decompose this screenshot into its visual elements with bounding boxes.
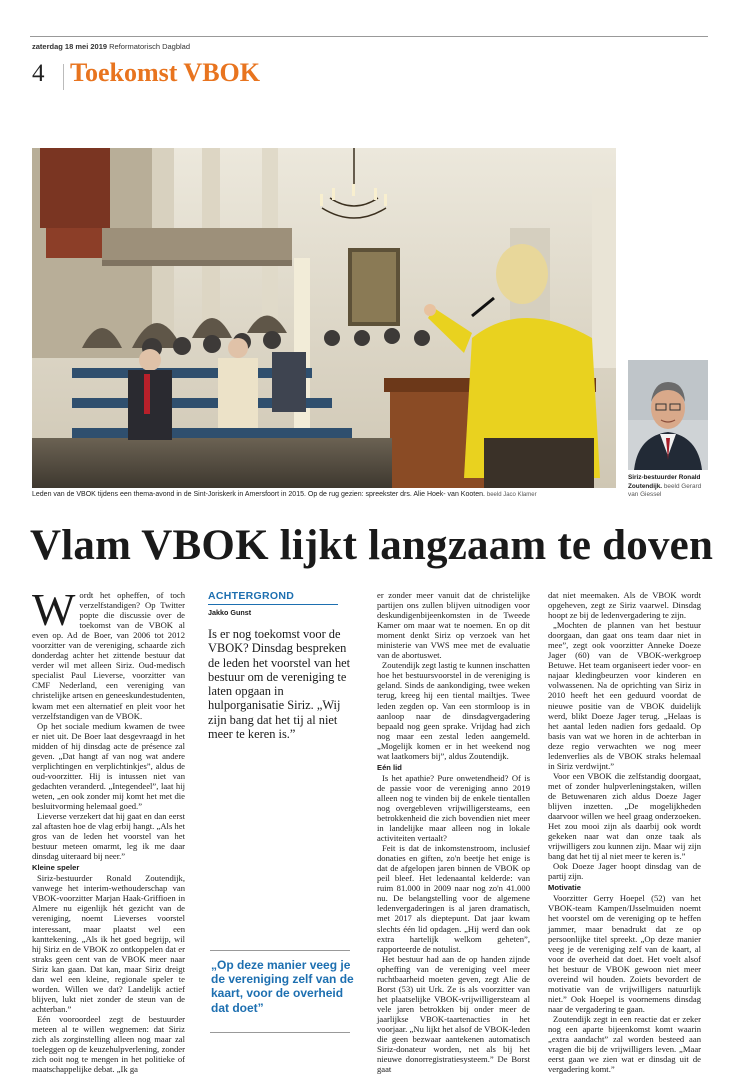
paragraph: „Mochten de plannen van het bestuur doorgaan, dan gaat ons team daar niet in mee”, zegt ook voorzitter Anneke Doeze Jager (60) van de VBOK-werkgroep Betuwe. Het team organiseert ieder voor- en najaar kledingbeurzen voor kinderen en volwassenen. Na de oprichting van Siriz in 2010 heeft het een geduurd voordat de nieuwe positie van de VBOK duidelijk werd, blikt Doeze Jager terug. „Helaas is het aantal leden nadien fors gedaald. Op basis van wat we horen in de achterban in deze regio verwachten we nog meer ledenverlies als de VBOK straks helemaal in Siriz verdwijnt.” [548, 620, 701, 771]
article-column-3 [377, 590, 530, 1074]
paragraph: Op het sociale medium kwamen de twee er niet uit. De Boer laat desgevraagd in het midden of hij dinsdag acte de présence zal geven. „Dat hangt af van nog wat andere verplichtingen en verplichtinkjes”, aldus de oud-voorzitter. Hij is intussen niet van gedachten veranderd. „Integendeel”, laat hij weten, „en ook zonder mij komt het met die besluitvorming helemaal goed.” [32, 720, 185, 811]
paragraph: Zoutendijk zegt in een reactie dat er zeker nog een aparte bijeenkomst komt waarin „extra aandacht” zal worden besteed aan vragen die bij de vrijwilligers leven. „Maar eerst gaan we zien wat er dinsdag uit de vergadering komt.” [548, 1013, 701, 1074]
paragraph: Zoutendijk zegt lastig te kunnen inschatten hoe het bestuursvoorstel in de vereniging is geland. Sinds de aankondiging, twee weken terug, kreeg hij een tiental mailtjes. Twee leden zegden op. Van een stormloop is in aanloop naar de dinsdagvergadering bepaald nog geen sprake. Vrijdag had zich nog maar een zestal leden aangemeld. „Mogelijk komen er in het weekend nog wat laatkomers bij”, aldus Zoutendijk. [377, 660, 530, 761]
paragraph: Siriz-bestuurder Ronald Zoutendijk, vanwege het interim-wethouderschap van VBOK-voorzitter Marjan Haak-Griffioen in Almere nu eigenlijk hét gezicht van de vereniging, noemt Lieverses voorstel interessant, maar plaatst wel een kanttekening. „Als ik het goed begrijp, wil hij Siriz en de VBOK zo ontkoppelen dat er straks geen cent van de VBOK meer naar Siriz kan gaan. Dat kan, maar Siriz dreigt dan wel een kleine, regionale speler te worden. Willen we dat? Landelijk actief blijven, lukt niet zonder de steun van de achterban.” [32, 873, 185, 1014]
subheading: Kleine speler [32, 863, 80, 873]
church-photo [32, 148, 616, 488]
paragraph: Eén vooroordeel zegt de bestuurder meteen al te willen wegnemen: dat Siriz zich als zorginstelling alleen nog maar zal toeleggen op de keuzehulpverlening, zonder zich ooit nog te mengen in het politieke of maatschappelijke debat. „Ik ga [32, 1013, 185, 1074]
drop-cap: W [32, 584, 76, 635]
paragraph: ordt het opheffen, of toch verzelfstandigen? Op Twitter popte die discussie over de toekomst van de VBOK al even op. Ad de Boer, van 2006 tot 2012 voorzitter van de vereniging, schaarde zich donderdag achter het zittende bestuur dat verder wil met alleen Siriz. Oud-medisch specialist Paul Lieverse, voorzitter van CMF Nederland, een vereniging van christelijke artsen en geneeskundestudenten, kwam met een alternatief en pleit voor het verzelfstandigen van de VBOK. [32, 590, 185, 721]
paragraph: Feit is dat de inkomstenstroom, inclusief donaties en giften, zo'n beetje het enige is dat de afgelopen jaren binnen de VBOK op peil bleef. Het ledenaantal kelderde: van ruim 81.000 in 2009 naar nog zo'n 41.000 nu. De belangstelling voor de algemene ledenvergaderingen is al jaren dramatisch, met 2017 als dieptepunt. Dat jaar kwam slechts één lid opdagen. „Hij werd dan ook extra hartelijk welkom geheten”, rapporteerde de notulist. [377, 843, 530, 954]
page-number: 4 [32, 60, 45, 87]
article-headline: Vlam VBOK lijkt langzaam te doven [30, 522, 714, 569]
paragraph: Het bestuur had aan de op handen zijnde opheffing van de vereniging veel meer ruchtbaarheid moeten geven, zegt Alie de Borst (53) uit Urk. Ze is als voorzitter van het plaatselijke VBOK-vrijwilligersteam al vele jaren betrokken bij onder meer de jaarlijkse VBOK-taartenacties in het voorjaar. „Nu lijkt het alsof de VBOK-leden die geen bezwaar aantekenen automatisch Siriz-donateur worden, net als bij het nieuwe donorregistratiesysteem.” De Borst gaat [377, 953, 530, 1074]
article-column-1 [32, 584, 185, 1074]
paragraph: Voorzitter Gerry Hoepel (52) van het VBOK-team Kampen/IJsselmuiden noemt het voorstel om de vereniging op te heffen jammer, maar benadrukt dat ze op persoonlijke titel spreekt. „Op deze manier veeg je de vereniging zelf van de kaart, al voor de overheid dat doet. Het voelt alsof het bestuur de VBOK gewoon niet meer overeind wil houden. Zoiets bevordert de motivatie van de vrijwilligers natuurlijk niet.” Ook Hoepel is voornemens dinsdag naar de vergadering te gaan. [548, 893, 701, 1014]
dateline [32, 42, 190, 51]
quote-rule-top [210, 950, 350, 951]
quote-rule-bottom [210, 1032, 350, 1033]
rubric-divider [63, 64, 64, 90]
paragraph: dat niet meemaken. Als de VBOK wordt opgeheven, zegt ze Siriz vaarwel. Dinsdag hoopt ze bij de ledenvergadering te zijn. [548, 590, 701, 621]
paragraph: Lieverse verzekert dat hij gaat en dan eerst zal aftasten hoe de vlag erbij hangt. „Als het gros van de leden het voorstel van het bestuur meteen omarmt, leg ik me daar dinsdag uiteraard bij neer.” [32, 811, 185, 862]
subheading: Eén lid [377, 762, 402, 772]
kicker-rule [208, 604, 338, 605]
article-column-4 [548, 590, 701, 1074]
paragraph: er zonder meer vanuit dat de christelijke partijen ons zullen blijven uitnodigen voor deskundigenbijeenkomsten in de Tweede Kamer om maar wat te noemen. En op dit moment denkt Siriz op verzoek van het ministerie van VWS mee met de evaluatie van de abortuswet. [377, 590, 530, 661]
portrait-caption-text: Siriz-bestuurder Ronald Zoutendijk. [628, 474, 701, 490]
article-intro-column [208, 590, 360, 741]
subheading: Motivatie [548, 883, 581, 893]
article-intro: Is er nog toekomst voor de VBOK? Dinsdag bespreken de leden het voorstel van het bestuur om de vereniging te laten opgaan in hulporganisatie Siriz. „Wij zijn bang dat het tij al niet meer te keren is.” [208, 627, 351, 742]
paragraph: Voor een VBOK die zelfstandig doorgaat, met of zonder hulpverleningstaken, willen de Betuwenaren zich aldus Doeze Jager blijven inzetten. „De mogelijkheden daarvoor willen we heel graag onderzoeken. Het zou mooi zijn als daarbij ook wordt gekeken naar wat dan onze taak als vrijwilligers zou kunnen zijn. Maar wij zijn bang dat het tij al niet meer te keren is.” [548, 770, 701, 862]
paragraph: Is het apathie? Pure onwetendheid? Of is de passie voor de vereniging anno 2019 alleen nog te vinden bij de enkele tientallen nog overgebleven vrijwilligersteams, een betrokkenheid die zich bovendien niet meer in landelijke maar alleen nog in lokale activiteiten vertaalt? [377, 772, 530, 844]
portrait-credit: beeld Gerard van Giessel [628, 482, 702, 498]
newspaper-name: Reformatorisch Dagblad [109, 42, 191, 51]
portrait-caption [628, 474, 710, 500]
section-rubric: Toekomst VBOK [70, 58, 260, 87]
section-kicker: ACHTERGROND [208, 590, 295, 602]
paragraph: Ook Doeze Jager hoopt dinsdag van de partij zijn. [548, 861, 701, 882]
issue-date: zaterdag 18 mei 2019 [32, 42, 108, 51]
top-rule [30, 36, 708, 37]
photo-credit: beeld Jaco Klamer [486, 492, 537, 498]
photo-caption [32, 490, 616, 500]
photo-caption-text: Leden van de VBOK tijdens een thema-avond in de Sint-Joriskerk in Amersfoort in 2015. Op de rug gezien: spreekster drs. Alie Hoek- van Kooten. [32, 491, 485, 498]
portrait-photo [628, 360, 708, 470]
author-byline: Jakko Gunst [208, 608, 252, 617]
pull-quote: „Op deze manier veeg je de vereniging zelf van de kaart, voor de overheid dat doet” [211, 958, 354, 1015]
